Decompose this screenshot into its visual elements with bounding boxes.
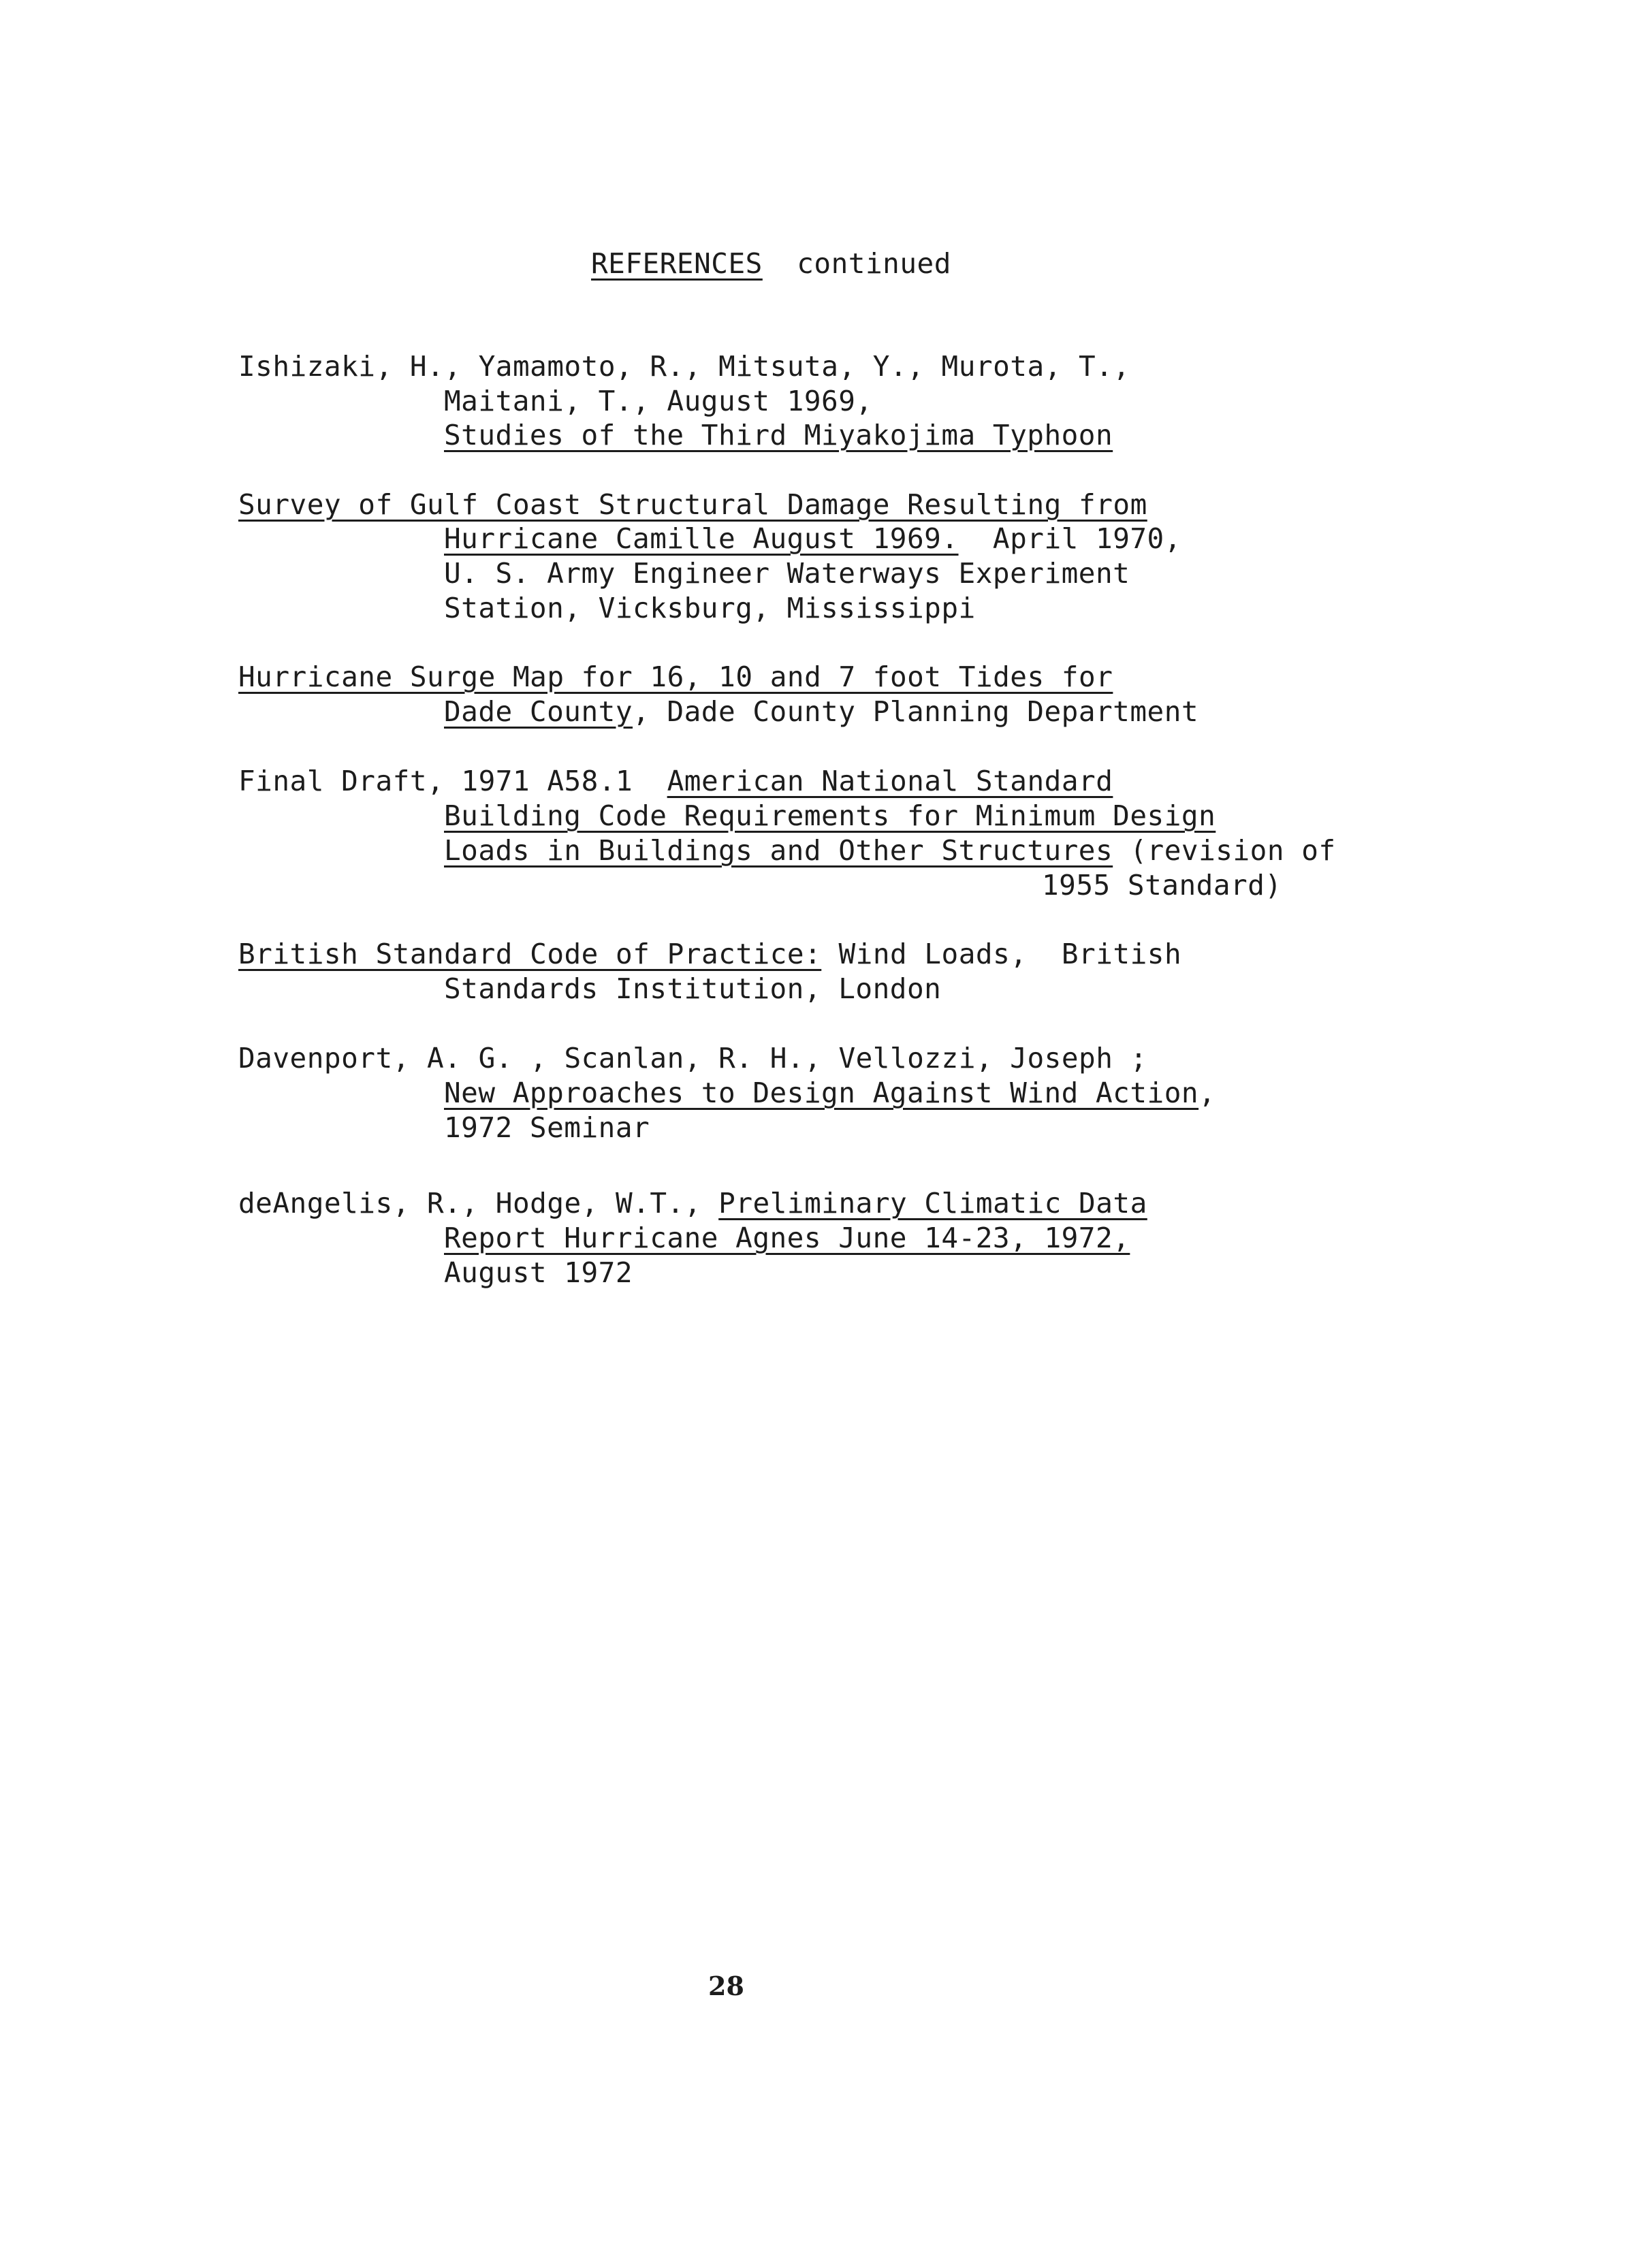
reference-5-subtitle: Wind Loads, [821, 938, 1028, 970]
reference-7-line-1 [238, 1186, 1147, 1220]
references-title: REFERENCES [591, 247, 763, 280]
reference-4-prefix: Final Draft, 1971 A58.1 [238, 765, 667, 797]
reference-2-title-end: Hurricane Camille August 1969. [444, 522, 959, 555]
reference-7-line-3: August 1972 [444, 1256, 633, 1289]
references-continued-label: continued [797, 247, 951, 280]
reference-4-line-1 [238, 764, 1113, 798]
reference-3-title-end: Dade County [444, 695, 633, 728]
reference-3-line-2 [444, 695, 1198, 729]
reference-6-line-1: Davenport, A. G. , Scanlan, R. H., Vellozzi, Joseph ; [238, 1042, 1147, 1075]
reference-5-city: London [838, 972, 942, 1005]
references-heading [591, 246, 951, 281]
reference-5-line-1 [238, 937, 1181, 971]
reference-4-title-end: Loads in Buildings and Other Structures [444, 834, 1113, 867]
reference-5-publisher-start: British [1027, 938, 1182, 970]
reference-5-title: British Standard Code of Practice: [238, 938, 822, 970]
reference-1-line-1: Ishizaki, H., Yamamoto, R., Mitsuta, Y., Murota, T., [238, 350, 1130, 383]
reference-6-comma: , [1198, 1077, 1216, 1109]
reference-1-line-3: Studies of the Third Miyakojima Typhoon [444, 419, 1113, 451]
reference-3-publisher: , Dade County Planning Department [633, 695, 1199, 728]
reference-6-line-3: 1972 Seminar [444, 1111, 650, 1144]
reference-5-line-2 [444, 972, 941, 1006]
reference-7-title-start: Preliminary Climatic Data [718, 1187, 1147, 1220]
reference-2-date: April 1970, [958, 522, 1181, 555]
page-number: 28 [708, 1971, 744, 2001]
reference-1-line-2: Maitani, T., August 1969, [444, 385, 873, 417]
reference-6-title: New Approaches to Design Against Wind Action [444, 1077, 1199, 1109]
reference-7-authors: deAngelis, R., Hodge, W.T., [238, 1187, 719, 1220]
reference-4-line-2: Building Code Requirements for Minimum Design [444, 799, 1216, 832]
reference-4-line-3 [444, 833, 1336, 868]
reference-2-line-3: U. S. Army Engineer Waterways Experiment [444, 557, 1130, 590]
reference-4-revision: (revision of [1113, 834, 1336, 867]
reference-5-publisher: Standards Institution, [444, 972, 839, 1005]
reference-6-line-2 [444, 1076, 1216, 1110]
reference-2-line-1: Survey of Gulf Coast Structural Damage Resulting from [238, 488, 1147, 521]
reference-2-line-2 [444, 522, 1181, 556]
reference-3-line-1: Hurricane Surge Map for 16, 10 and 7 foot Tides for [238, 661, 1113, 693]
reference-2-line-4: Station, Vicksburg, Mississippi [444, 592, 976, 624]
reference-4-line-4: 1955 Standard) [1042, 869, 1282, 902]
reference-4-title-start: American National Standard [667, 765, 1113, 797]
reference-7-line-2: Report Hurricane Agnes June 14-23, 1972, [444, 1222, 1130, 1254]
